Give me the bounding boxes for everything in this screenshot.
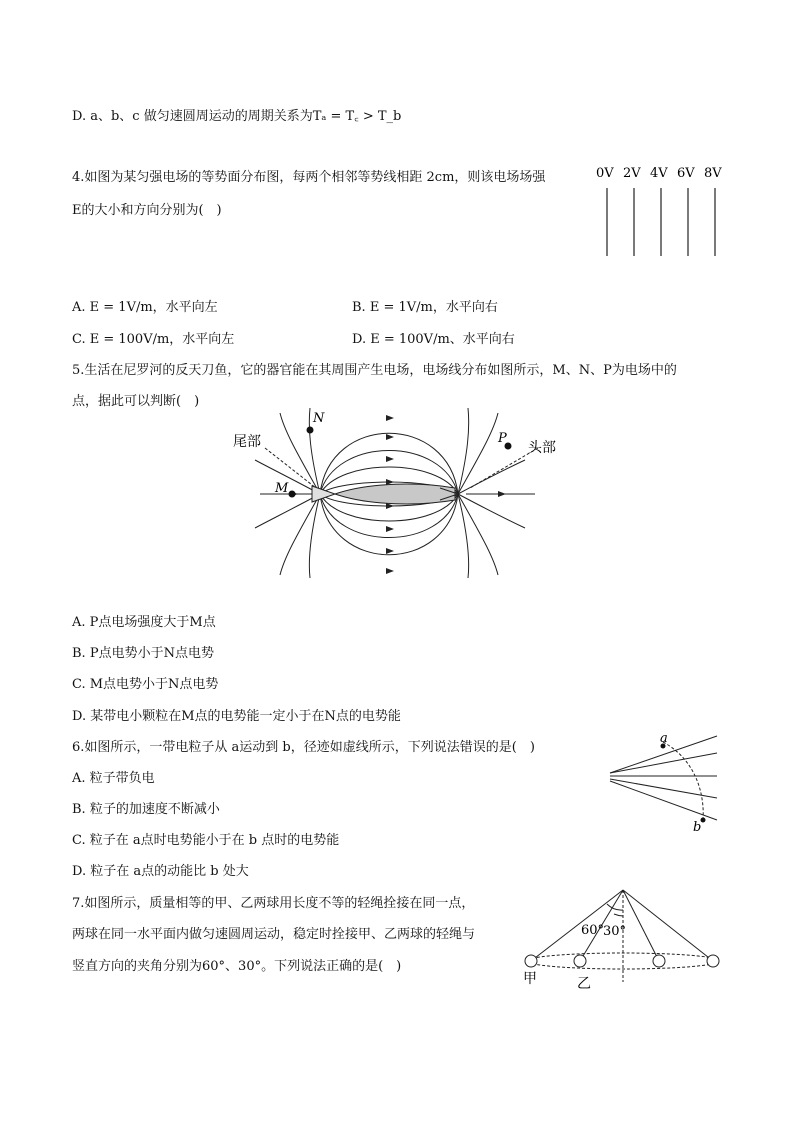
a-label: a: [660, 731, 668, 746]
fish-field-figure: [230, 408, 560, 578]
angle-30-label: 30°: [603, 924, 627, 939]
m-label: M: [275, 481, 289, 496]
q6-option-d: D. 粒子在 a点的动能比 b 处大: [72, 864, 249, 879]
q6-option-c: C. 粒子在 a点时电势能小于在 b 点时的电势能: [72, 833, 340, 848]
q4-option-b: B. E = 1V/m，水平向右: [352, 300, 498, 315]
equipotential-label-3: 6V: [677, 166, 695, 181]
q7-stem-line2: 两球在同一水平面内做匀速圆周运动，稳定时拴接甲、乙两球的轻绳与: [72, 927, 476, 942]
p-label: P: [498, 431, 507, 446]
q5-stem-line1: 5.生活在尼罗河的反天刀鱼，它的器官能在其周围产生电场，电场线分布如图所示，M、N、P为电场中的: [72, 363, 677, 378]
ball-yi-label: 乙: [577, 976, 591, 992]
ball-mirror-yi: [653, 955, 665, 967]
equipotential-label-2: 4V: [650, 166, 668, 181]
q5-option-a: A. P点电场强度大于M点: [72, 615, 216, 630]
q3-option-d: D. a、b、c 做匀速圆周运动的周期关系为Tₐ = T꜀ > T_b: [72, 109, 402, 124]
q4-option-d: D. E = 100V/m、水平向右: [352, 332, 515, 347]
q5-option-c: C. M点电势小于N点电势: [72, 677, 219, 692]
q5-stem-line2: 点，据此可以判断( ): [72, 394, 200, 409]
b-label: b: [693, 820, 702, 835]
q6-option-a: A. 粒子带负电: [72, 771, 155, 786]
q7-stem-line3: 竖直方向的夹角分别为60°、30°。下列说法正确的是( ): [72, 959, 402, 974]
particle-path-figure: [605, 728, 730, 836]
q4-option-a: A. E = 1V/m，水平向左: [72, 300, 218, 315]
q7-stem-line1: 7.如图所示，质量相等的甲、乙两球用长度不等的轻绳拴接在同一点，: [72, 896, 475, 911]
ball-jia-label: 甲: [523, 971, 537, 987]
particle-trajectory: [663, 742, 703, 820]
q4-stem-line1: 4.如图为某匀强电场的等势面分布图，每两个相邻等势线相距 2cm，则该电场场强: [72, 170, 546, 185]
q6-stem: 6.如图所示，一带电粒子从 a运动到 b，径迹如虚线所示，下列说法错误的是( ): [72, 740, 535, 755]
equipotential-label-1: 2V: [623, 166, 641, 181]
equipotential-figure: [590, 160, 730, 260]
ball-yi: [574, 955, 586, 967]
conical-pendulum-figure: [515, 882, 730, 992]
equipotential-lines: [607, 188, 715, 256]
head-label: 头部: [528, 440, 556, 456]
equipotential-label-4: 8V: [704, 166, 722, 181]
q4-option-c: C. E = 100V/m，水平向左: [72, 332, 235, 347]
q5-option-b: B. P点电势小于N点电势: [72, 646, 214, 661]
point-n: [307, 427, 314, 434]
fish-body: [335, 484, 455, 504]
q5-option-d: D. 某带电小颗粒在M点的电势能一定小于在N点的电势能: [72, 709, 401, 724]
angle-60-label: 60°: [581, 923, 605, 938]
ball-jia: [525, 955, 537, 967]
point-m: [289, 491, 296, 498]
equipotential-label-0: 0V: [596, 166, 614, 181]
ball-mirror-jia: [707, 955, 719, 967]
field-line-fan: [610, 736, 717, 820]
q6-option-b: B. 粒子的加速度不断减小: [72, 802, 220, 817]
q4-stem-line2: E的大小和方向分别为( ): [72, 203, 222, 218]
tail-label: 尾部: [233, 434, 261, 450]
n-label: N: [313, 411, 325, 426]
